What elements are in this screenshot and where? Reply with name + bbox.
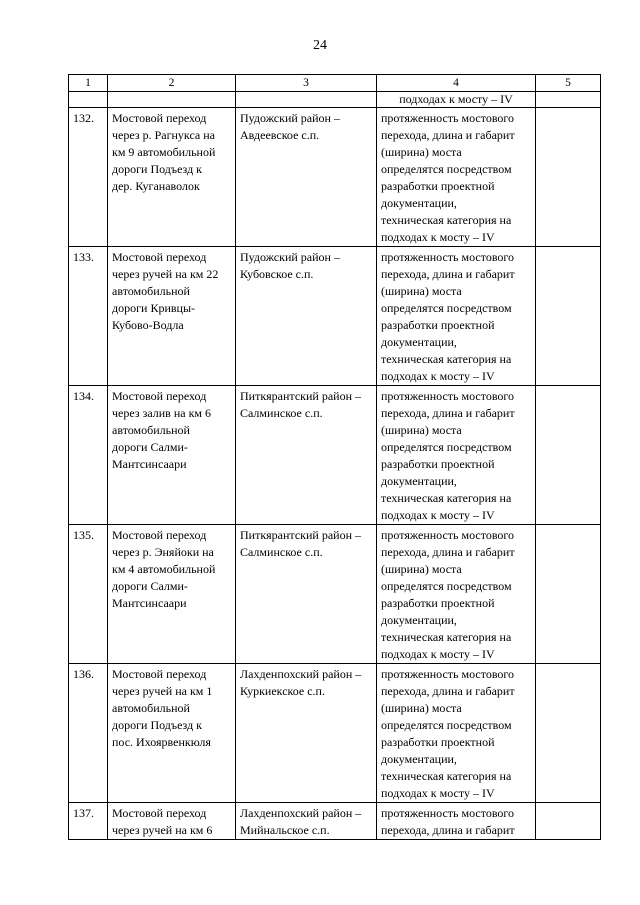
cell-line: Салминское с.п. xyxy=(240,406,323,420)
cell-line: документации, xyxy=(381,196,457,210)
cell-line: Мостовой переход xyxy=(112,389,207,403)
cell-line: Куркиекское с.п. xyxy=(240,684,325,698)
cell-line: (ширина) моста xyxy=(381,423,462,437)
cell-line: Мостовой переход xyxy=(112,528,207,542)
table-cell xyxy=(236,386,377,525)
cell-line: (ширина) моста xyxy=(381,701,462,715)
table-cell xyxy=(536,247,601,386)
table-cell xyxy=(108,92,236,108)
row-number: 136. xyxy=(69,664,108,803)
cell-line: дороги Салми- xyxy=(112,440,188,454)
table-cell xyxy=(536,92,601,108)
cell-line: документации, xyxy=(381,474,457,488)
cell-line: документации, xyxy=(381,752,457,766)
cell-line: Мостовой переход xyxy=(112,806,207,820)
column-header: 5 xyxy=(536,75,601,92)
cell-line: протяженность мостового xyxy=(381,667,515,681)
table-cell xyxy=(236,525,377,664)
cell-line: разработки проектной xyxy=(381,457,495,471)
table-cell xyxy=(108,664,236,803)
table-cell xyxy=(377,247,536,386)
cell-line: перехода, длина и габарит xyxy=(381,267,515,281)
table-cell xyxy=(536,386,601,525)
table-cell xyxy=(69,92,108,108)
table-cell xyxy=(236,108,377,247)
cell-line: дороги Салми- xyxy=(112,579,188,593)
cell-line: Кубово-Водла xyxy=(112,318,184,332)
cell-line: подходах к мосту – IV xyxy=(381,230,495,244)
cell-line: определятся посредством xyxy=(381,440,512,454)
cell-line: дер. Куганаволок xyxy=(112,179,200,193)
cell-line: перехода, длина и габарит xyxy=(381,823,515,837)
cell-line: перехода, длина и габарит xyxy=(381,406,515,420)
column-header: 3 xyxy=(236,75,377,92)
cell-line: разработки проектной xyxy=(381,318,495,332)
cell-line: разработки проектной xyxy=(381,179,495,193)
cell-line: Лахденпохский район – xyxy=(240,806,362,820)
cell-line: перехода, длина и габарит xyxy=(381,545,515,559)
table-cell xyxy=(377,108,536,247)
table-cell xyxy=(236,664,377,803)
cell-line: определятся посредством xyxy=(381,718,512,732)
cell-line: Мантсинсаари xyxy=(112,457,187,471)
table-cell xyxy=(108,386,236,525)
column-header: 4 xyxy=(377,75,536,92)
cell-line: протяженность мостового xyxy=(381,111,515,125)
page-number: 24 xyxy=(313,38,327,53)
table-cell xyxy=(377,525,536,664)
table-cell xyxy=(108,108,236,247)
cell-line: через ручей на км 1 xyxy=(112,684,213,698)
cell-line: Мийнальское с.п. xyxy=(240,823,330,837)
cell-line: подходах к мосту – IV xyxy=(381,508,495,522)
cell-line: автомобильной xyxy=(112,423,190,437)
table-cell xyxy=(377,386,536,525)
cell-line: перехода, длина и габарит xyxy=(381,128,515,142)
cell-line: (ширина) моста xyxy=(381,284,462,298)
row-number: 134. xyxy=(69,386,108,525)
cell-line: Кубовское с.п. xyxy=(240,267,314,281)
cell-line: через р. Рагнукса на xyxy=(112,128,215,142)
cell-line: определятся посредством xyxy=(381,301,512,315)
cell-line: разработки проектной xyxy=(381,735,495,749)
cell-line: дороги Подъезд к xyxy=(112,718,203,732)
cell-line: техническая категория на xyxy=(381,630,512,644)
cell-line: (ширина) моста xyxy=(381,145,462,159)
cell-line: Питкярантский район – xyxy=(240,389,361,403)
table-cell xyxy=(536,664,601,803)
data-table xyxy=(68,74,601,840)
cell-line: протяженность мостового xyxy=(381,528,515,542)
table-cell xyxy=(236,247,377,386)
cell-line: Пудожский район – xyxy=(240,250,340,264)
cell-line: автомобильной xyxy=(112,701,190,715)
cell-line: дороги Подъезд к xyxy=(112,162,203,176)
cell-line: определятся посредством xyxy=(381,162,512,176)
table-cell xyxy=(236,92,377,108)
cell-line: техническая категория на xyxy=(381,213,512,227)
cell-line: подходах к мосту – IV xyxy=(381,786,495,800)
cell-line: перехода, длина и габарит xyxy=(381,684,515,698)
cell-line: Мостовой переход xyxy=(112,250,207,264)
table-cell xyxy=(236,803,377,840)
table-cell xyxy=(377,803,536,840)
cell-line: техническая категория на xyxy=(381,769,512,783)
row-number: 135. xyxy=(69,525,108,664)
table-row xyxy=(69,803,601,840)
table-cell xyxy=(108,247,236,386)
continuation-row xyxy=(69,92,601,108)
cell-line: через ручей на км 22 xyxy=(112,267,219,281)
cell-line: техническая категория на xyxy=(381,491,512,505)
cell-line: Пудожский район – xyxy=(240,111,340,125)
cell-line: определятся посредством xyxy=(381,579,512,593)
table-row xyxy=(69,664,601,803)
cell-line: документации, xyxy=(381,335,457,349)
cell-line: км 9 автомобильной xyxy=(112,145,216,159)
cell-line: подходах к мосту – IV xyxy=(381,647,495,661)
table-cell xyxy=(536,803,601,840)
cell-line: через ручей на км 6 xyxy=(112,823,213,837)
row-number: 137. xyxy=(69,803,108,840)
cell-line: км 4 автомобильной xyxy=(112,562,216,576)
table-cell: подходах к мосту – IV xyxy=(377,92,536,108)
cell-line: протяженность мостового xyxy=(381,389,515,403)
cell-line: (ширина) моста xyxy=(381,562,462,576)
table-cell xyxy=(536,525,601,664)
cell-line: через залив на км 6 xyxy=(112,406,211,420)
table-cell xyxy=(377,664,536,803)
table-row xyxy=(69,108,601,247)
column-header: 2 xyxy=(108,75,236,92)
cell-line: через р. Эняйоки на xyxy=(112,545,214,559)
table-row xyxy=(69,525,601,664)
cell-line: дороги Кривцы- xyxy=(112,301,196,315)
cell-line: документации, xyxy=(381,613,457,627)
table-cell xyxy=(108,525,236,664)
cell-line: пос. Ихоярвенкюля xyxy=(112,735,211,749)
cell-line: автомобильной xyxy=(112,284,190,298)
table-header-row xyxy=(69,75,601,92)
cell-line: протяженность мостового xyxy=(381,250,515,264)
cell-line: Салминское с.п. xyxy=(240,545,323,559)
cell-line: разработки проектной xyxy=(381,596,495,610)
table-row xyxy=(69,247,601,386)
row-number: 133. xyxy=(69,247,108,386)
cell-line: Авдеевское с.п. xyxy=(240,128,320,142)
column-header: 1 xyxy=(69,75,108,92)
cell-line: техническая категория на xyxy=(381,352,512,366)
table-cell xyxy=(108,803,236,840)
cell-line: Мантсинсаари xyxy=(112,596,187,610)
table-row xyxy=(69,386,601,525)
row-number: 132. xyxy=(69,108,108,247)
cell-line: Мостовой переход xyxy=(112,111,207,125)
cell-line: подходах к мосту – IV xyxy=(381,369,495,383)
table-body xyxy=(69,75,601,840)
cell-line: Лахденпохский район – xyxy=(240,667,362,681)
cell-line: Питкярантский район – xyxy=(240,528,361,542)
table-cell xyxy=(536,108,601,247)
cell-line: Мостовой переход xyxy=(112,667,207,681)
cell-line: протяженность мостового xyxy=(381,806,515,820)
